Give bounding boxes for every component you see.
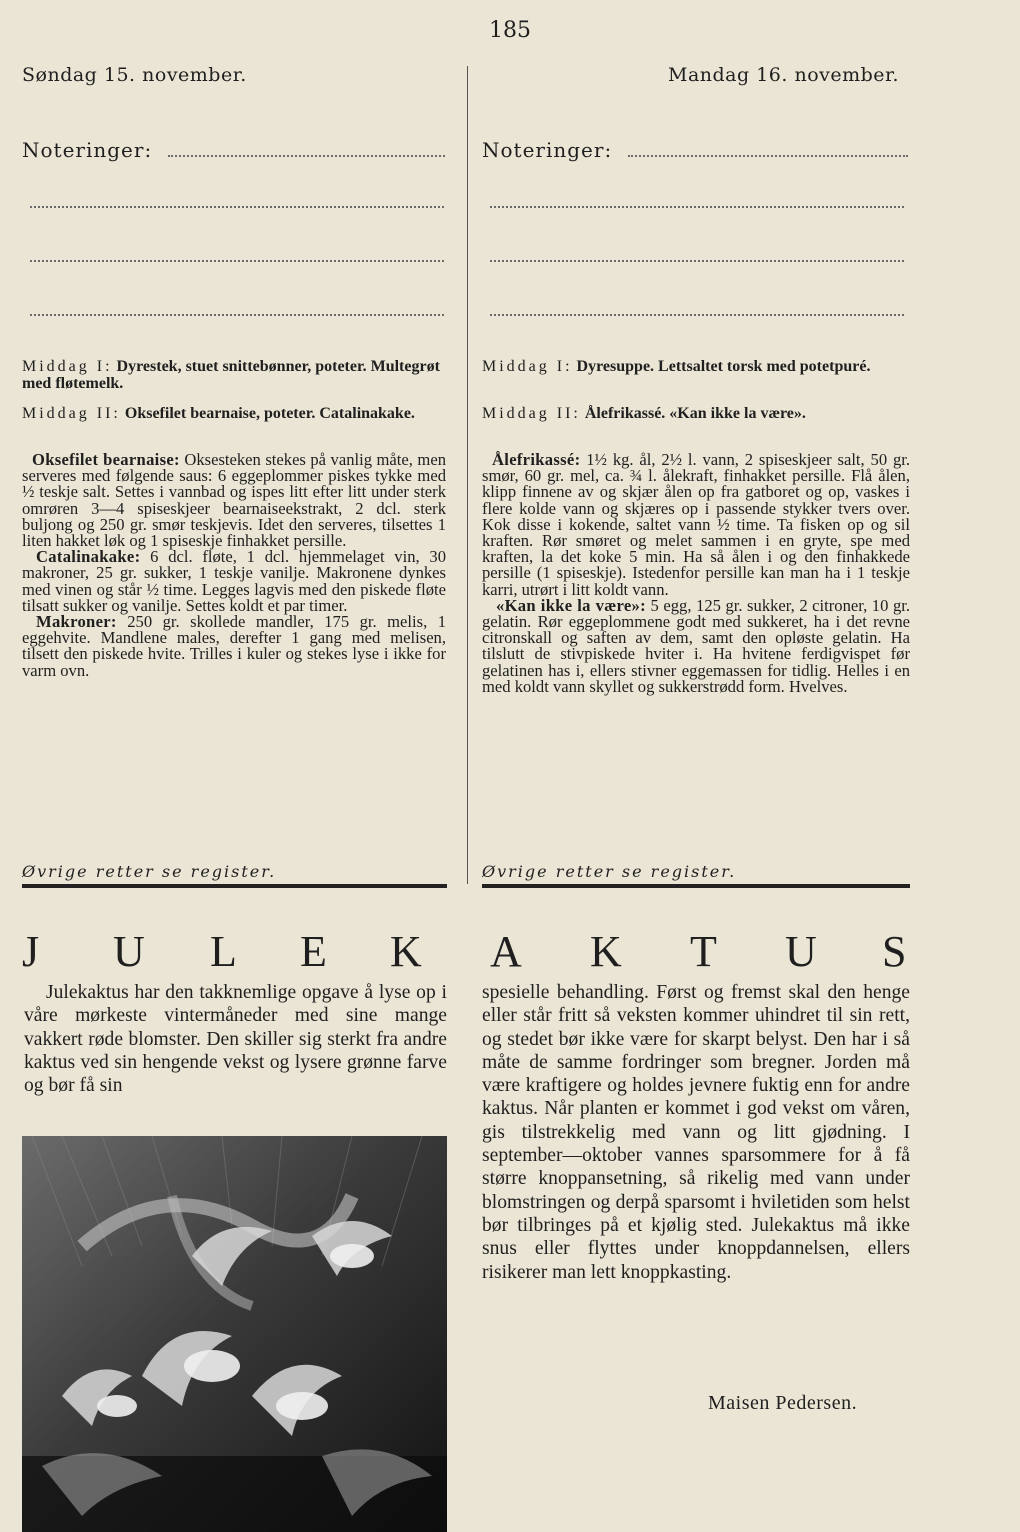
middag-2-label: Middag II: bbox=[22, 405, 121, 422]
recipe-text: 5 egg, 125 gr. sukker, 2 citroner, 10 gr. gelatin. Rør eggeplommene godt med sukkeret, ha i det revne citronskall og saften av dem, samt den opløste gelatin. Ha tilslutt de stivpiskede hviter i. Ha hvitene ferdigvispet før gelatinen has i, ellers stivner eggemassen for tidlig. Helles i en med koldt vann skyllet og sukkerstrødd form. Hvelves. bbox=[482, 595, 910, 696]
recipe-makroner bbox=[22, 614, 446, 679]
right-recipes bbox=[482, 452, 910, 695]
recipe-text: 6 dcl. fløte, 1 dcl. hjemmelaget vin, 30 makroner, 25 gr. sukker, 1 teskje vanilje. Makronene dynkes med vinen og står ½ time. Legges lagvis med den piskede fløte tilsatt sukker og vanilje. Settes koldt et par timer. bbox=[22, 547, 446, 615]
cactus-photo-illustration bbox=[22, 1136, 447, 1532]
middag-1-text: Dyrestek, stuet snittebønner, poteter. Multegrøt med fløtemelk. bbox=[22, 358, 440, 392]
left-notes-label: Noteringer: bbox=[22, 138, 153, 162]
right-day-heading: Mandag 16. november. bbox=[668, 64, 900, 86]
page-number: 185 bbox=[489, 18, 531, 43]
christmas-cactus-photo bbox=[22, 1136, 447, 1532]
title-letter: K bbox=[590, 927, 622, 976]
left-dotted-line bbox=[30, 314, 444, 316]
column-divider bbox=[467, 66, 468, 884]
recipe-title: «Kan ikke la være»: bbox=[496, 595, 646, 615]
title-letter: A bbox=[490, 927, 522, 976]
left-middag-2 bbox=[22, 405, 446, 422]
title-letter: L bbox=[210, 927, 237, 976]
left-notes-line bbox=[22, 138, 446, 162]
title-letter: T bbox=[690, 927, 717, 976]
left-recipes bbox=[22, 452, 446, 679]
left-ovrige-retter: Øvrige retter se register. bbox=[22, 862, 277, 881]
recipe-title: Catalinakake: bbox=[36, 547, 141, 567]
title-letter: S bbox=[882, 927, 907, 976]
left-middag-1 bbox=[22, 358, 446, 392]
title-letter: J bbox=[22, 927, 40, 976]
right-dotted-line bbox=[490, 206, 904, 208]
article-title bbox=[0, 926, 1020, 976]
recipe-kan-ikke-la-vaere bbox=[482, 595, 910, 696]
recipe-title: Oksefilet bearnaise: bbox=[32, 450, 180, 469]
title-letter: E bbox=[300, 927, 327, 976]
right-notes-line bbox=[482, 138, 908, 162]
recipe-catalinakake bbox=[22, 549, 446, 614]
left-section-rule bbox=[22, 884, 447, 888]
right-notes-dots bbox=[628, 155, 908, 157]
right-dotted-line bbox=[490, 314, 904, 316]
recipe-title: Makroner: bbox=[36, 612, 117, 632]
article-left-text: Julekaktus har den takknemlige opgave å lyse op i våre mørkeste vintermåneder med sine mange vakkert røde blomster. Den skiller sig sterkt fra andre kaktus ved sin hengende vekst og lysere grønne farve og bør få sin bbox=[24, 982, 447, 1097]
middag-2-label: Middag II: bbox=[482, 405, 581, 422]
left-dotted-line bbox=[30, 206, 444, 208]
author-signature: Maisen Pedersen. bbox=[708, 1392, 858, 1414]
middag-1-text: Dyresuppe. Lettsaltet torsk med potetpuré. bbox=[576, 358, 871, 375]
recipe-oksefilet bbox=[22, 452, 446, 549]
recipe-alefrikasse bbox=[482, 452, 910, 598]
middag-2-text: Ålefrikassé. «Kan ikke la være». bbox=[584, 405, 806, 422]
right-dotted-line bbox=[490, 260, 904, 262]
right-notes-label: Noteringer: bbox=[482, 138, 613, 162]
right-middag-2 bbox=[482, 405, 910, 422]
recipe-text: Oksesteken stekes på vanlig måte, men serveres med følgende saus: 6 eggeplommer piskes tykke med ½ teskje salt. Settes i vannbad og ispes litt efter litt under sterk omrøren 3—4 spiseskjeer bearnaiseekstrakt, 2 dcl. sterk buljong og 250 gr. smør teskjevis. Idet den serveres, tilsettes 1 liten hakket løk og 1 spiseskje finhakket persille. bbox=[22, 450, 446, 551]
title-letter: U bbox=[113, 927, 145, 976]
left-day-heading: Søndag 15. november. bbox=[22, 64, 247, 86]
middag-1-label: Middag I: bbox=[482, 358, 573, 375]
recipe-text: 250 gr. skollede mandler, 175 gr. melis, 1 eggehvite. Mandlene males, derefter 1 gang med melisen, tilsett den piskede hvite. Trilles i kuler og stekes lyse i ikke for varm ovn. bbox=[22, 612, 446, 680]
title-letter: K bbox=[390, 927, 422, 976]
left-notes-dots bbox=[168, 155, 446, 157]
right-section-rule bbox=[482, 884, 910, 888]
middag-1-label: Middag I: bbox=[22, 358, 113, 375]
recipe-title: Ålefrikassé: bbox=[492, 450, 581, 469]
recipe-text: 1½ kg. ål, 2½ l. vann, 2 spiseskjeer salt, 50 gr. smør, 60 gr. mel, ca. ¾ l. ålekraft, finhakket persille. Flå ålen, klipp finnene av og skjær ålen op fra gatboret og op, vaskes i flere kolde vann og skjæres op i passende stykker tvers over. Kok disse i kokende, saltet vann ½ time. Ta fisken op og sil kraften. Rør smøret og melet sammen i en gryte, spe med kraften, la det koke 5 min. Ha så ålen i og den finhakkede persille (1 spiseskje). Istedenfor persille kan man ha i 1 teskje karri, utrørt i litt koldt vann. bbox=[482, 450, 910, 599]
right-middag-1 bbox=[482, 358, 910, 375]
title-letter: U bbox=[785, 927, 817, 976]
right-ovrige-retter: Øvrige retter se register. bbox=[482, 862, 737, 881]
middag-2-text: Oksefilet bearnaise, poteter. Catalinakake. bbox=[124, 405, 415, 422]
article-right-text: spesielle behandling. Først og fremst skal den henge eller står fritt så veksten kommer uhindret til sin rett, og stedet bør ikke være for skarpt belyst. Den har i så måte de samme fordringer som bregner. Jorden må være kraftigere og holdes jevnere fuktig enn for andre kaktus. Når planten er kommet i god vekst om våren, gis tilstrekkelig med vann og litt gjødning. I september—oktober vannes sparsommere for å få større knoppansetning, så rikelig med vann under blomstringen og derpå sparsomt i hviletiden som helst bør tilbringes på et kjølig sted. Julekaktus må ikke snus eller flyttes under knoppdannelsen, ellers risikerer man lett knoppkasting. bbox=[482, 982, 910, 1283]
left-dotted-line bbox=[30, 260, 444, 262]
